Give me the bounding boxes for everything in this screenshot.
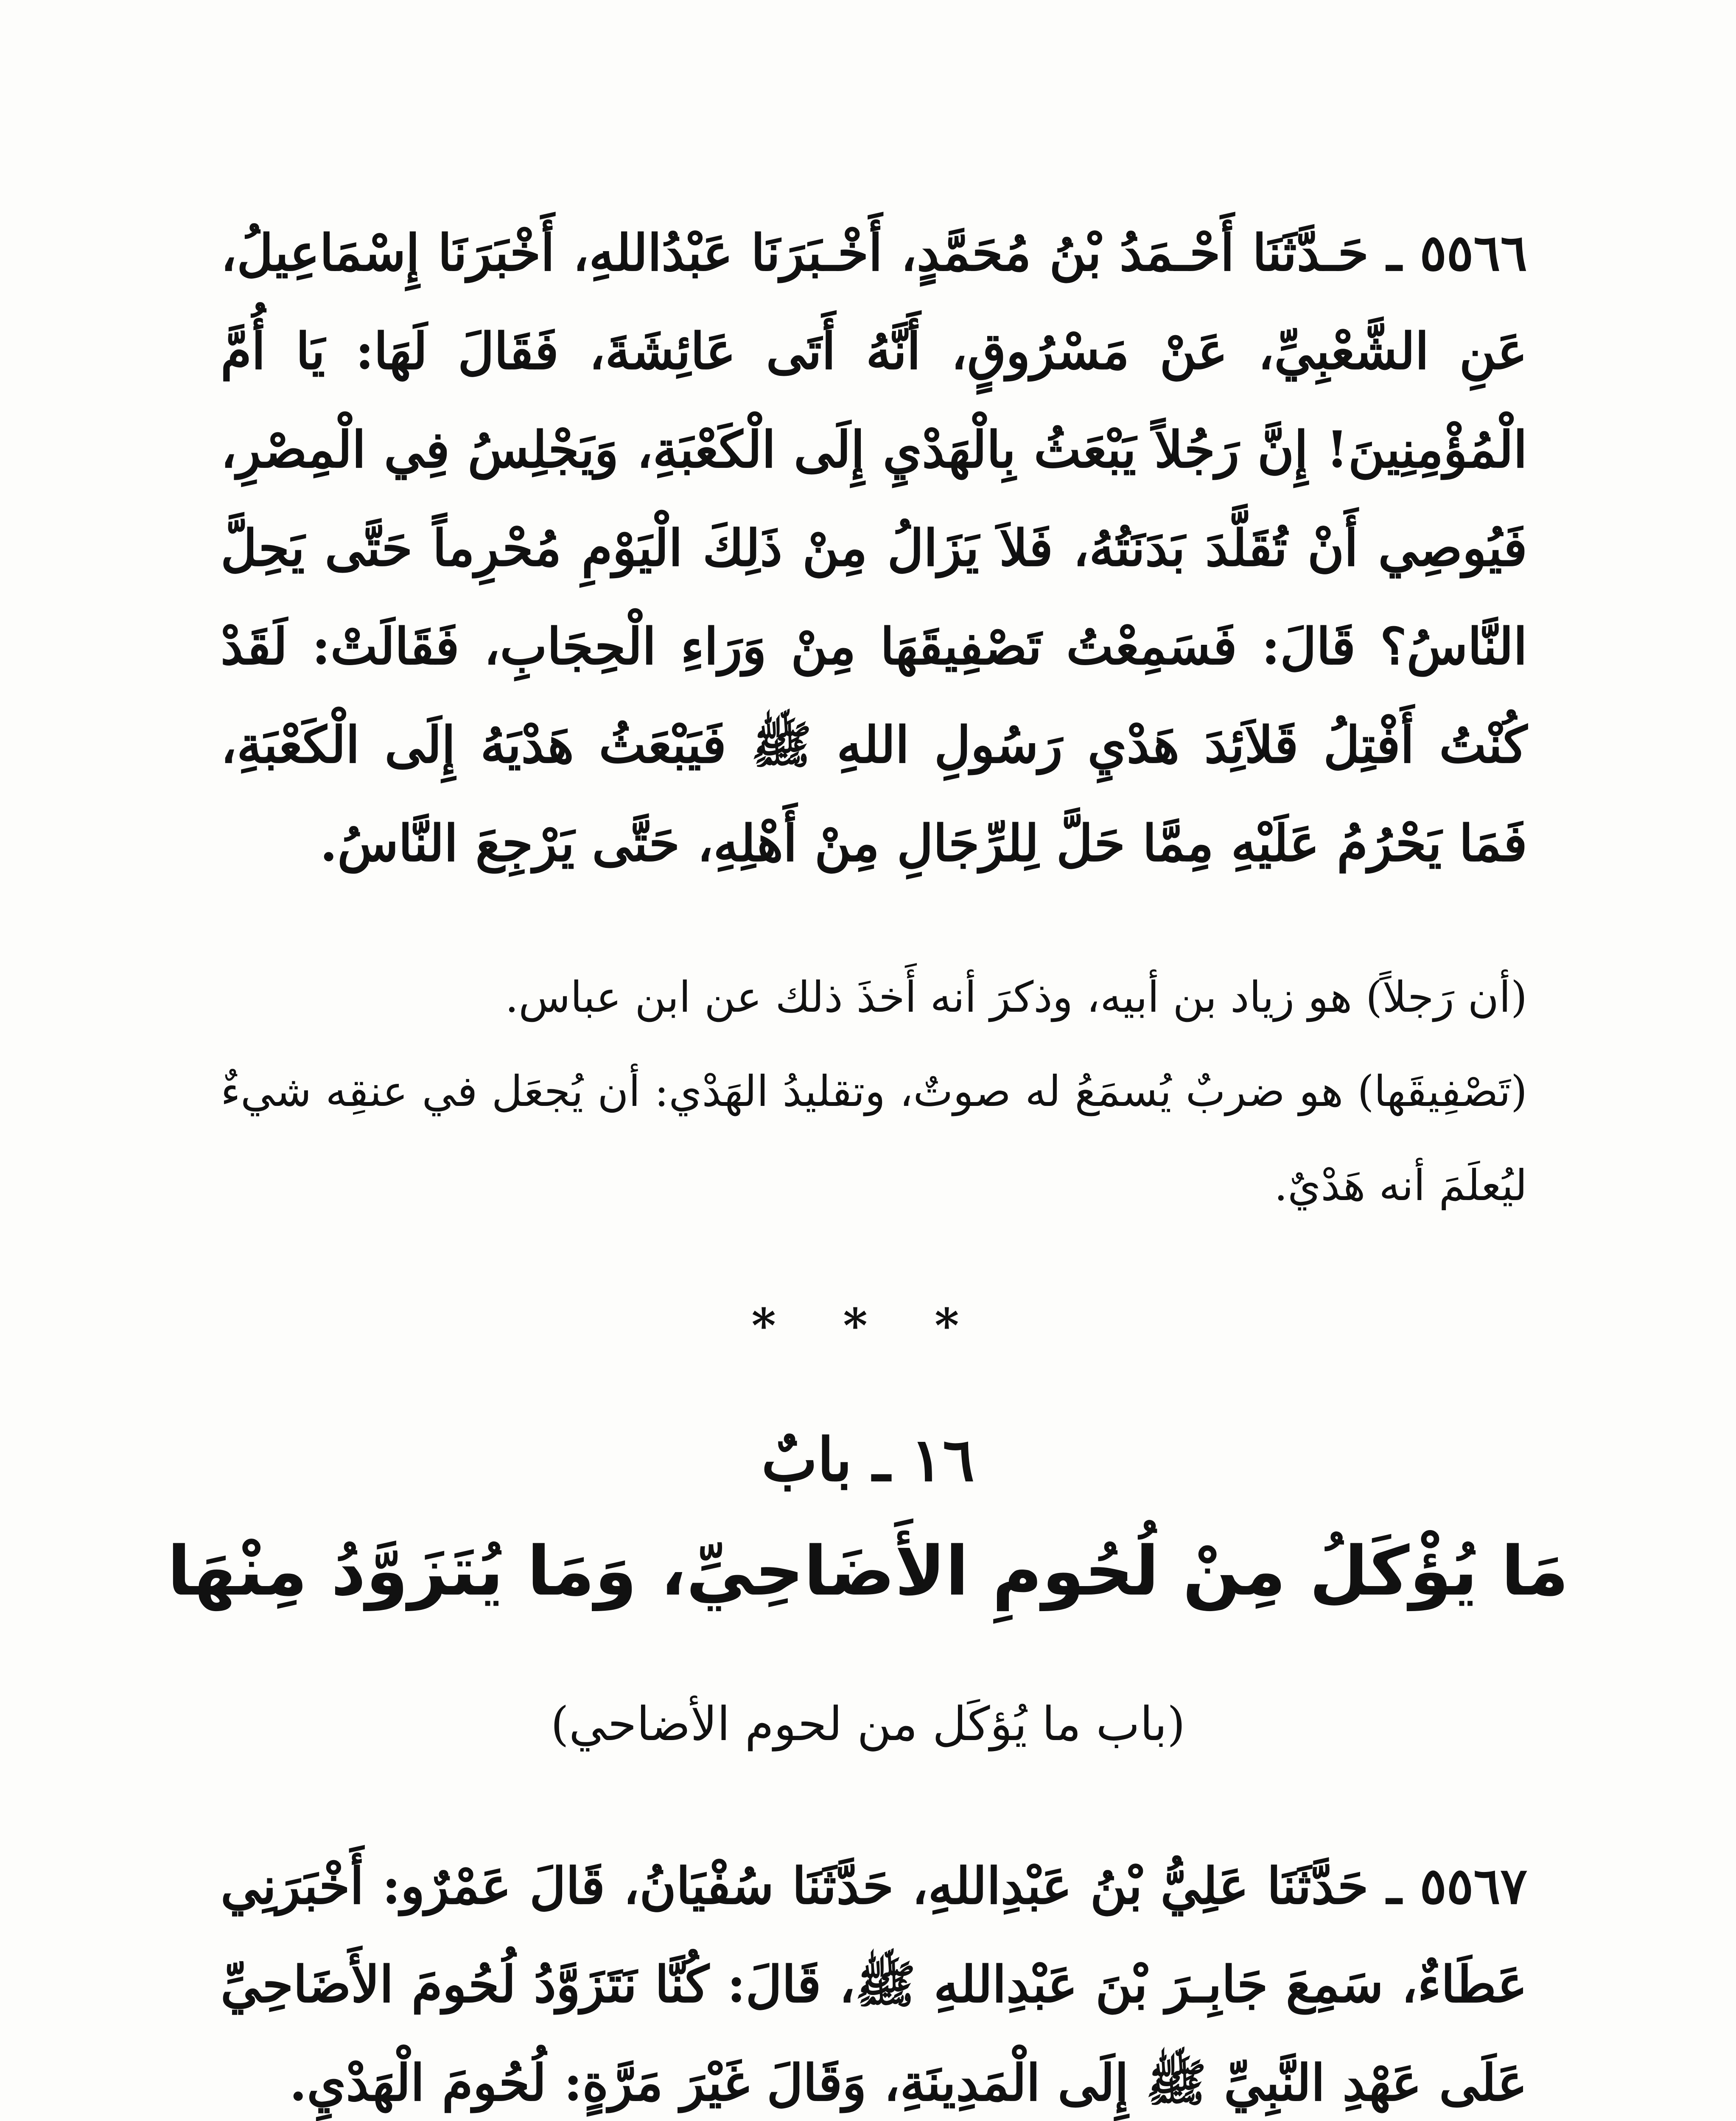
chapter-title: مَا يُؤْكَلُ مِنْ لُحُومِ الأَضَاحِيِّ، وَمَا يُتَزَوَّدُ مِنْهَا xyxy=(167,1531,1569,1611)
hadith-5567-paragraph: ٥٥٦٧ ـ حَدَّثَنَا عَلِيُّ بْنُ عَبْدِاللهِ، حَدَّثَنَا سُفْيَانُ، قَالَ عَمْرٌو: أَخْبَرَنِي عَطَاءٌ، سَمِعَ جَابِـرَ بْنَ عَبْدِاللهِ ﷺ، قَالَ: كُنَّا نَتَزَوَّدُ لُحُومَ الأَضَاحِيِّ عَلَى عَهْدِ النَّبِيِّ ﷺ إِلَى الْمَدِينَةِ، وَقَالَ غَيْرَ مَرَّةٍ: لُحُومَ الْهَدْيِ. xyxy=(221,1856,1527,2112)
chapter-subtitle: (باب ما يُؤكَل من لحوم الأضاحي) xyxy=(551,1697,1185,1751)
explanatory-notes xyxy=(221,950,1527,1233)
chapter-number: ١٦ ـ بابٌ xyxy=(761,1425,975,1495)
hadith-5566-paragraph: ٥٥٦٦ ـ حَـدَّثَنَا أَحْـمَدُ بْنُ مُحَمَّدٍ، أَخْـبَرَنَا عَبْدُاللهِ، أَخْبَرَنَا إِسْمَاعِيلُ، عَنِ الشَّعْبِيِّ، عَنْ مَسْرُوقٍ، أَنَّهُ أَتَى عَائِشَةَ، فَقَالَ لَهَا: يَا أُمَّ الْمُؤْمِنِينَ! إِنَّ رَجُلاً يَبْعَثُ بِالْهَدْيِ إِلَى الْكَعْبَةِ، وَيَجْلِسُ فِي الْمِصْرِ، فَيُوصِي أَنْ تُقَلَّدَ بَدَنَتُهُ، فَلاَ يَزَالُ مِنْ ذَلِكَ الْيَوْمِ مُحْرِماً حَتَّى يَحِلَّ النَّاسُ؟ قَالَ: فَسَمِعْتُ تَصْفِيقَهَا مِنْ وَرَاءِ الْحِجَابِ، فَقَالَتْ: لَقَدْ كُنْتُ أَفْتِلُ قَلاَئِدَ هَدْيِ رَسُولِ اللهِ ﷺ فَيَبْعَثُ هَدْيَهُ إِلَى الْكَعْبَةِ، فَمَا يَحْرُمُ عَلَيْهِ مِمَّا حَلَّ لِلرِّجَالِ مِنْ أَهْلِهِ، حَتَّى يَرْجِعَ النَّاسُ. xyxy=(221,223,1527,873)
note-tasfiqaha: (تَصْفِيقَها) هو ضربٌ يُسمَعُ له صوتٌ، وتقليدُ الهَدْي: أن يُجعَل في عنقِه شيءٌ ليُعلَمَ أنه هَدْيٌ. xyxy=(221,1066,1527,1210)
section-separator: * * * xyxy=(751,1298,985,1353)
note-rajulan: (أن رَجلاً) هو زياد بن أبيه، وذكرَ أنه أَخذَ ذلك عن ابن عباس. xyxy=(505,972,1527,1022)
